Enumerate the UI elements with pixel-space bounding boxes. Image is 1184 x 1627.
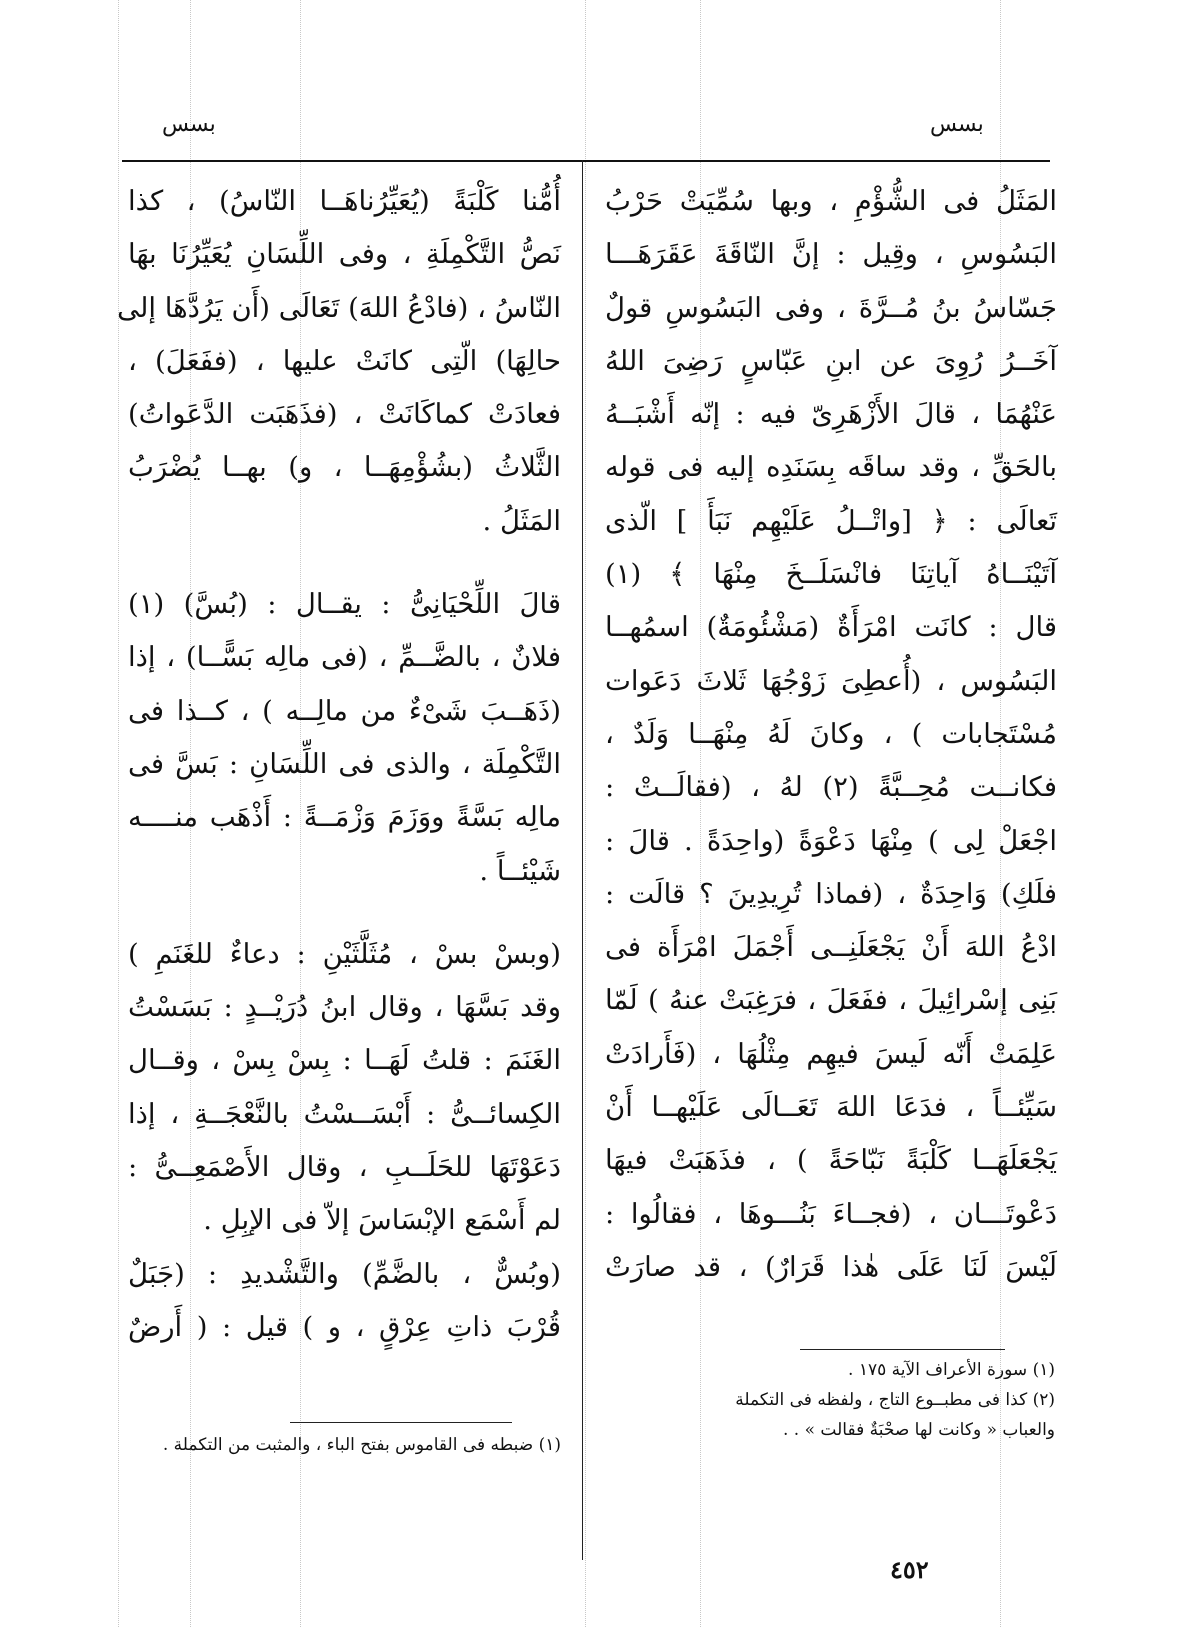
footnote-right-3: والعباب « وكانت لها صحْبَةٌ فقالت » . . [783, 1420, 1055, 1440]
text-line: آتَيْنَــاهُ آياتِنَا فانْسَلَــخَ مِنْهَا ﴾ (١) [605, 558, 1057, 591]
text-line: ادْعُ اللهَ أَنْ يَجْعَلَنِــى أَجْمَلَ امْرَأَة فى [605, 931, 1057, 964]
text-line: آخَــرُ رُوِىَ عن ابنِ عَبّاسٍ رَضِىَ اللهُ [605, 344, 1057, 377]
text-line: أُمُّنا كَلْبَةً (يُعَيِّرُناهَــا النّاسُ) ، كذا [128, 185, 561, 217]
paragraph-gap [128, 548, 561, 578]
text-line: سَيِّئــاً ، فدَعَا اللهَ تَعَــالَى عَلَيْهــا أَنْ [605, 1091, 1057, 1124]
text-line: الثَّلاثُ (بشُؤْمِهَــا ، و) بهــا يُضْرَبُ [128, 451, 561, 484]
footnote-right-1: (١) سورة الأعراف الآية ١٧٥ . [848, 1360, 1055, 1380]
footnote-rule [800, 1349, 1005, 1350]
text-line: نَصُّ التَّكْمِلَةِ ، وفى اللِّسَانِ يُعَيِّرُنَا بهَا [128, 238, 561, 271]
text-line: فلَكِ) وَاحِدَةٌ ، (فماذا تُرِيدِينَ ؟ قالَت : [605, 877, 1057, 910]
text-line: مُسْتَجابات ) ، وكانَ لَهُ مِنْهَــا وَلَدٌ ، [605, 717, 1057, 750]
text-line: البَسُوس ، (أُعطِىَ زَوْجُهَا ثَلاثَ دَعَوات [605, 664, 1057, 697]
text-line: لَيْسَ لَنَا عَلَى هٰذا قَرَارٌ) ، قد صارَتْ [605, 1250, 1057, 1283]
text-line: قُرْبَ ذاتِ عِرْقٍ ، و ) قيل : ( أَرضٌ [128, 1310, 561, 1343]
text-line: البَسُوسِ ، وقِيل : إنَّ النّاقَةَ عَقَرَهَـــا [605, 238, 1057, 271]
column-divider [582, 160, 583, 1560]
header-rule [122, 160, 1050, 162]
scan-guide-line [585, 0, 586, 1627]
text-line: دَعَوْتَهَا للحَلَــبِ ، وقال الأَصْمَعِــىُّ : [128, 1151, 561, 1184]
text-line: الكِسائــىُّ : أَبْسَــسْتُ بالنَّعْجَــةِ ، إذا [128, 1097, 561, 1130]
text-line: قالَ اللِّحْيَانِىُّ : يقــال : (بُسَّ) (١) [128, 588, 561, 621]
text-line: حالِهَا) الّتِى كانَتْ عليها ، (ففَعَلَ) ، [128, 344, 561, 377]
text-line: مالِه بَسَّةً ووَزَمَ وَزْمَــةً : أَذْهَب منــــه [128, 801, 561, 834]
text-line: دَعْوتَـــان ، (فجــاءَ بَنُـــوهَا ، فقالُوا : [605, 1197, 1057, 1230]
left-column [117, 175, 561, 1354]
text-line: تَعالَى : ﴿ [واتْــلُ عَلَيْهِم نَبَأَ ] الّذى [605, 504, 1057, 537]
text-line: بالحَقِّ ، وقد ساقَه بِسَنَدِه إليه فى قوله [605, 451, 1057, 484]
text-line: النّاسُ ، (فادْعُ اللهَ) تَعَالَى (أَن يَرُدَّهَا إلى [117, 291, 561, 324]
text-line: عَنْهُمَا ، قالَ الأَزْهَرِىّ فيه : إنّه أَشْبَــهُ [605, 398, 1057, 431]
text-line: المَثَلُ . [482, 504, 561, 537]
text-line: (وبسْ بسْ ، مُثَلَّثَيْنِ : دعاءٌ للغَنَمِ ) [128, 937, 561, 970]
text-line: الغَنَمَ : قلتُ لَهَــا : بِسْ بِسْ ، وقــال [128, 1044, 561, 1077]
text-line: فكانــت مُحِــبَّةً (٢) لهُ ، (فقالَــتْ : [605, 771, 1057, 804]
text-line: (ذَهَــبَ شَىْءٌ من مالِــه ) ، كــذا فى [128, 694, 561, 727]
text-line: وقد بَسَّهَا ، وقال ابنُ دُرَيْــدٍ : بَسَسْتُ [128, 991, 561, 1024]
text-line: بَنِى إسْرائِيلَ ، ففَعَلَ ، فرَغِبَتْ عنهُ ) لَمّا [605, 984, 1057, 1017]
text-line: فلانٌ ، بالضَّــمِّ ، (فى مالِه بَسًّــا) ، إذا [128, 641, 561, 674]
text-line: شَيْئــاً . [479, 854, 561, 887]
page-number: ٤٥٢ [890, 1555, 929, 1584]
right-column [605, 175, 1057, 1294]
text-line: التَّكْمِلَة ، والذى فى اللِّسَانِ : بَسَّ فى [128, 747, 561, 780]
text-line: اجْعَلْ لِى ) مِنْهَا دَعْوَةً (واحِدَةً . قالَ : [605, 824, 1057, 857]
text-line: يَجْعَلَهَــا كَلْبَةً نَبّاحَةً ) ، فذَهَبَتْ فيهَا [605, 1144, 1057, 1177]
text-line: المَثَلُ فى الشُّؤْمِ ، وبها سُمِّيَتْ حَرْبُ [605, 185, 1057, 217]
footnote-left-1: (١) ضبطه فى القاموس بفتح الباء ، والمثبت من التكملة . [162, 1435, 561, 1455]
text-line: جَسّاسُ بنُ مُــرَّةَ ، وفى البَسُوسِ قولٌ [605, 291, 1057, 324]
running-head-right: بسس [930, 112, 984, 137]
footnote-right-2: (٢) كذا فى مطبــوع التاج ، ولفظه فى التكملة [735, 1390, 1055, 1410]
text-line: عَلِمَتْ أَنّه لَيسَ فيهِم مِثْلُهَا ، (فَأَرادَتْ [605, 1037, 1057, 1070]
text-line: فعادَتْ كماكَانَتْ ، (فذَهَبَت الدَّعَواتُ) [128, 398, 561, 431]
scan-guide-line [118, 0, 119, 1627]
running-head-left: بسس [162, 112, 216, 137]
footnote-rule [290, 1422, 512, 1423]
text-line: (وبُسٌّ ، بالضَّمِّ) والتَّشْديدِ : (جَبَلٌ [128, 1257, 561, 1290]
text-line: لم أَسْمَع الإبْسَاسَ إلاّ فى الإبِلِ . [203, 1204, 561, 1237]
text-line: قال : كانَت امْرَأَةٌ (مَشْئُومَةٌ) اسمُهــا [605, 611, 1057, 644]
paragraph-gap [128, 898, 561, 928]
